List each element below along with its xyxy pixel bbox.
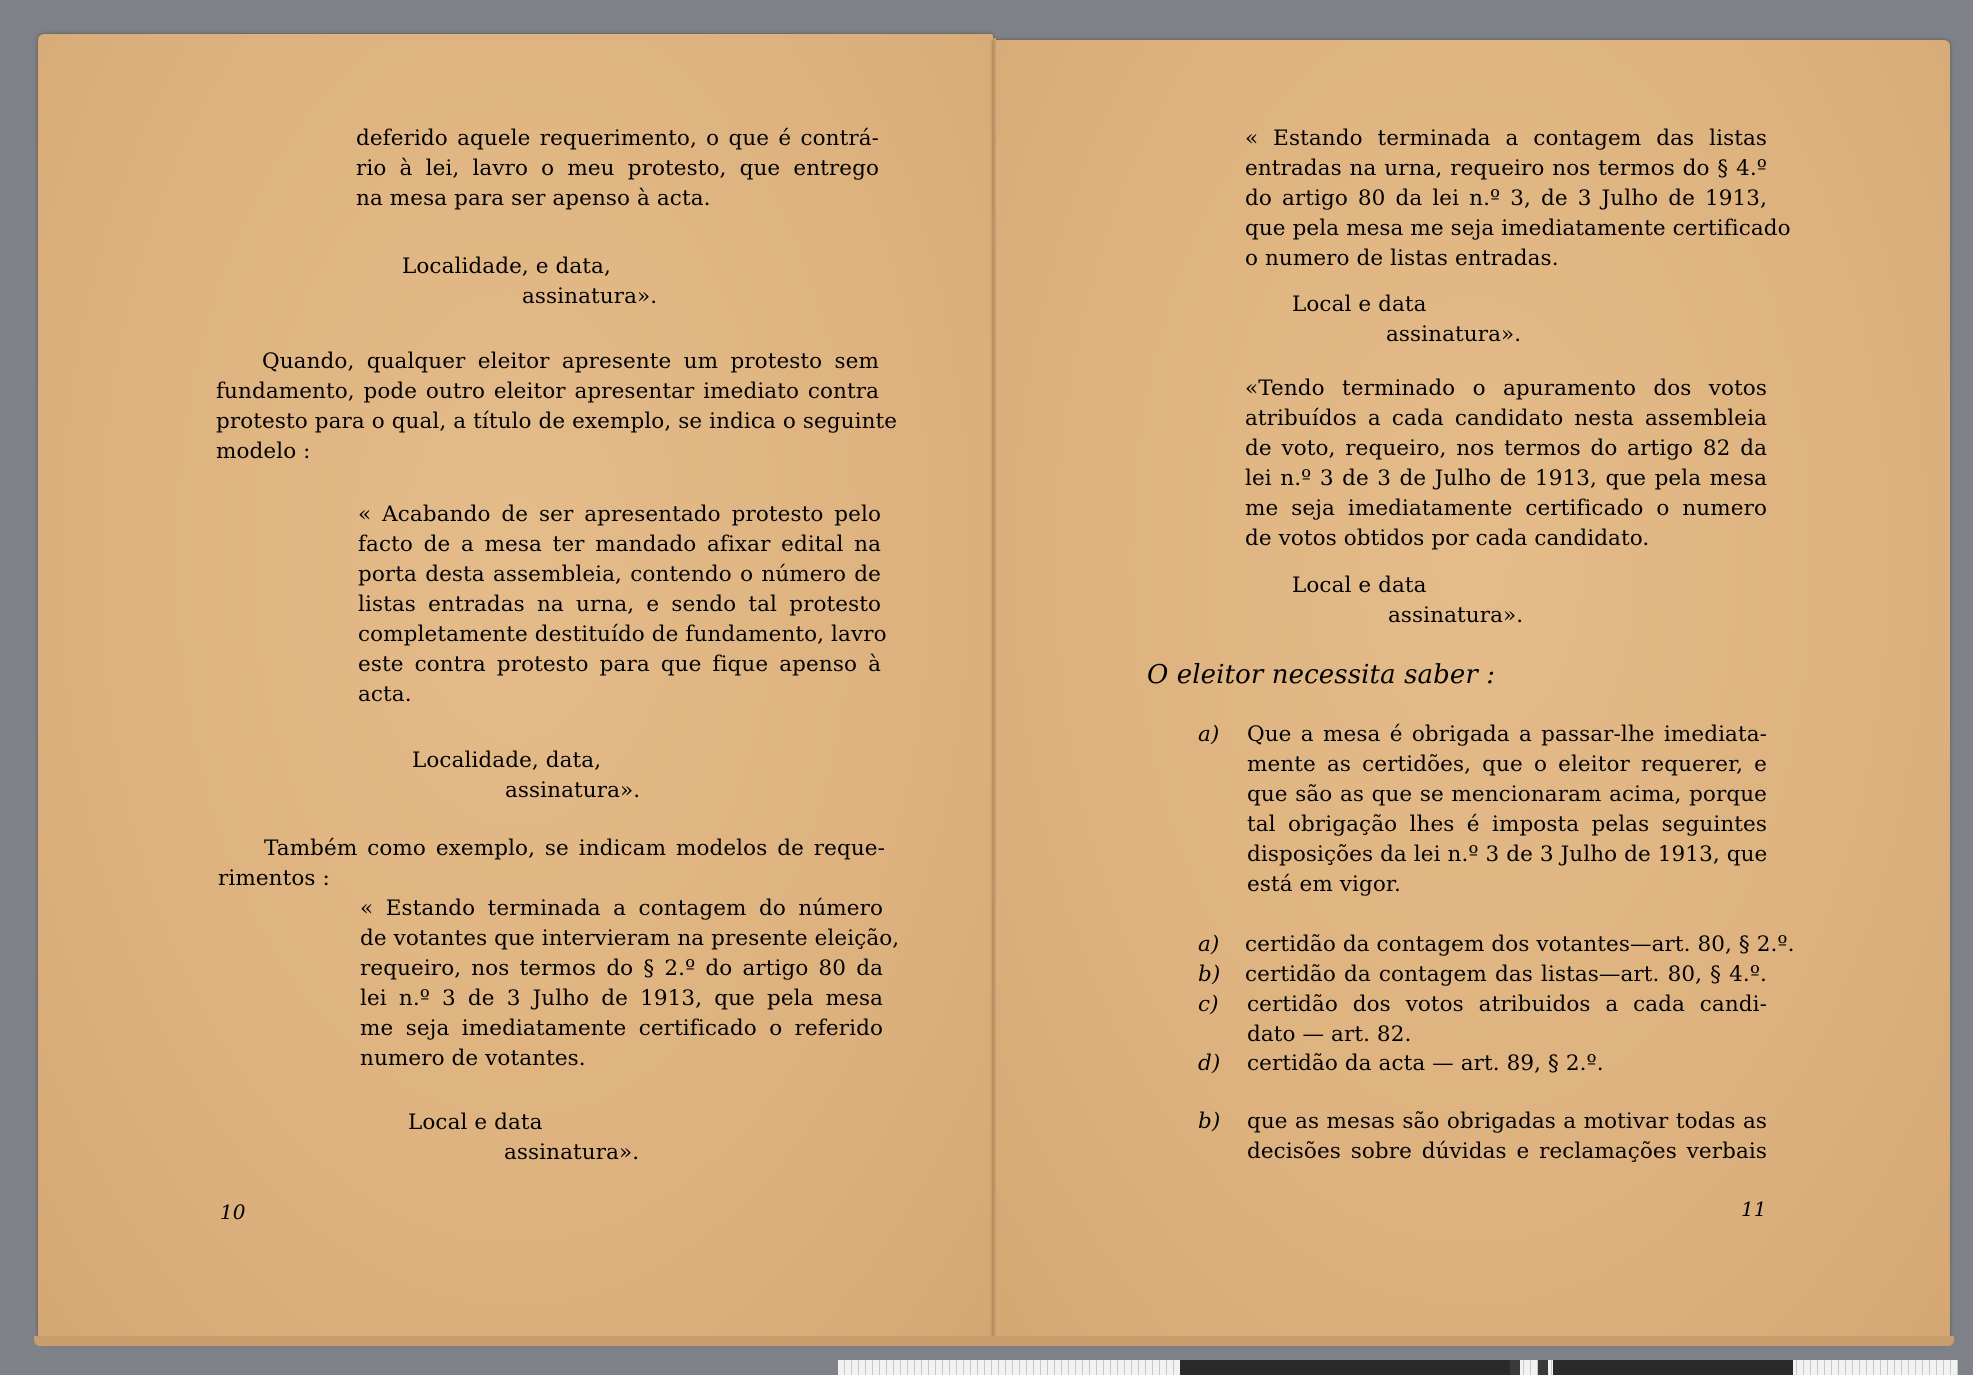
text-line: facto de a mesa ter mandado afixar edital na <box>358 532 881 557</box>
text-line: Quando, qualquer eleitor apresente um protesto sem <box>262 349 879 374</box>
text-line: na mesa para ser apenso à acta. <box>356 186 711 211</box>
scale-bar-segment <box>1553 1360 1793 1375</box>
text-line: numero de votantes. <box>360 1046 586 1071</box>
text-line: listas entradas na urna, e sendo tal protesto <box>358 592 881 617</box>
scale-bar-segment <box>1180 1360 1520 1375</box>
page-number-left: 10 <box>220 1200 246 1224</box>
list-marker: a) <box>1198 722 1220 747</box>
text-line: protesto para o qual, a título de exemplo, se indica o seguinte <box>216 409 898 434</box>
signature-place-date: Local e data <box>1292 292 1427 317</box>
text-line: certidão da contagem das listas—art. 80, § 4.º. <box>1245 962 1767 987</box>
text-line: que são as que se mencionaram acima, porque <box>1247 782 1767 807</box>
text-line: requeiro, nos termos do § 2.º do artigo 80 da <box>360 956 883 981</box>
signature-line: assinatura». <box>1388 603 1524 628</box>
text-line: que as mesas são obrigadas a motivar todas as <box>1247 1109 1767 1134</box>
scale-bar-segment <box>1538 1360 1548 1375</box>
text-line: deferido aquele requerimento, o que é contrá- <box>356 126 879 151</box>
text-line: atribuídos a cada candidato nesta assembleia <box>1245 406 1767 431</box>
text-line: fundamento, pode outro eleitor apresentar imediato contra <box>216 379 879 404</box>
signature-line: assinatura». <box>505 778 641 803</box>
text-line: decisões sobre dúvidas e reclamações verbais <box>1247 1139 1767 1164</box>
list-marker: a) <box>1198 932 1220 957</box>
text-line: rimentos : <box>218 866 330 891</box>
text-line: Também como exemplo, se indicam modelos de reque- <box>264 836 885 861</box>
scale-bar-segment <box>1510 1360 1520 1375</box>
list-marker: b) <box>1198 1109 1221 1134</box>
text-line: rio à lei, lavro o meu protesto, que entrego <box>356 156 879 181</box>
signature-line: assinatura». <box>504 1140 640 1165</box>
text-line: está em vigor. <box>1247 872 1401 897</box>
signature-line: assinatura». <box>522 284 658 309</box>
text-line: que pela mesa me seja imediatamente certificado <box>1245 216 1791 241</box>
list-marker: d) <box>1198 1051 1221 1076</box>
text-line: o numero de listas entradas. <box>1245 246 1559 271</box>
text-line: lei n.º 3 de 3 de Julho de 1913, que pela mesa <box>1245 466 1767 491</box>
text-line: este contra protesto para que fique apenso à <box>358 652 881 677</box>
signature-place-date: Localidade, data, <box>412 748 602 773</box>
text-line: de votantes que intervieram na presente eleição, <box>360 926 900 951</box>
text-line: lei n.º 3 de 3 Julho de 1913, que pela mesa <box>360 986 883 1011</box>
signature-place-date: Localidade, e data, <box>402 254 611 279</box>
text-line: certidão dos votos atribuidos a cada candi- <box>1247 992 1767 1017</box>
page-bottom-edge <box>34 1336 1954 1346</box>
text-line: Que a mesa é obrigada a passar-lhe imediata- <box>1247 722 1767 747</box>
text-line: entradas na urna, requeiro nos termos do § 4.º <box>1245 156 1767 181</box>
list-marker: b) <box>1198 962 1221 987</box>
text-line: de voto, requeiro, nos termos do artigo 82 da <box>1245 436 1767 461</box>
text-line: certidão da contagem dos votantes—art. 80, § 2.º. <box>1245 932 1795 957</box>
book-gutter <box>993 38 996 1344</box>
text-line: me seja imediatamente certificado o numero <box>1245 496 1767 521</box>
text-line: certidão da acta — art. 89, § 2.º. <box>1247 1051 1604 1076</box>
section-heading: O eleitor necessita saber : <box>1147 660 1496 690</box>
text-line: modelo : <box>216 439 311 464</box>
text-line: « Estando terminada a contagem do número <box>360 896 883 921</box>
text-line: me seja imediatamente certificado o referido <box>360 1016 883 1041</box>
text-line: do artigo 80 da lei n.º 3, de 3 Julho de 1913, <box>1245 186 1767 211</box>
signature-line: assinatura». <box>1386 322 1522 347</box>
color-scale-bar <box>838 1360 1958 1375</box>
page-number-right: 11 <box>1741 1197 1767 1221</box>
text-line: acta. <box>358 682 412 707</box>
text-line: dato — art. 82. <box>1247 1022 1412 1047</box>
text-line: porta desta assembleia, contendo o número de <box>358 562 881 587</box>
signature-place-date: Local e data <box>408 1110 543 1135</box>
text-line: « Acabando de ser apresentado protesto pelo <box>358 502 881 527</box>
text-line: tal obrigação lhes é imposta pelas seguintes <box>1247 812 1767 837</box>
text-line: « Estando terminada a contagem das listas <box>1245 126 1767 151</box>
text-line: mente as certidões, que o eleitor requerer, e <box>1247 752 1767 777</box>
text-line: de votos obtidos por cada candidato. <box>1245 526 1650 551</box>
text-line: «Tendo terminado o apuramento dos votos <box>1245 376 1767 401</box>
signature-place-date: Local e data <box>1292 573 1427 598</box>
text-line: disposições da lei n.º 3 de 3 Julho de 1913, que <box>1247 842 1768 867</box>
list-marker: c) <box>1198 992 1219 1017</box>
text-line: completamente destituído de fundamento, lavro <box>358 622 887 647</box>
